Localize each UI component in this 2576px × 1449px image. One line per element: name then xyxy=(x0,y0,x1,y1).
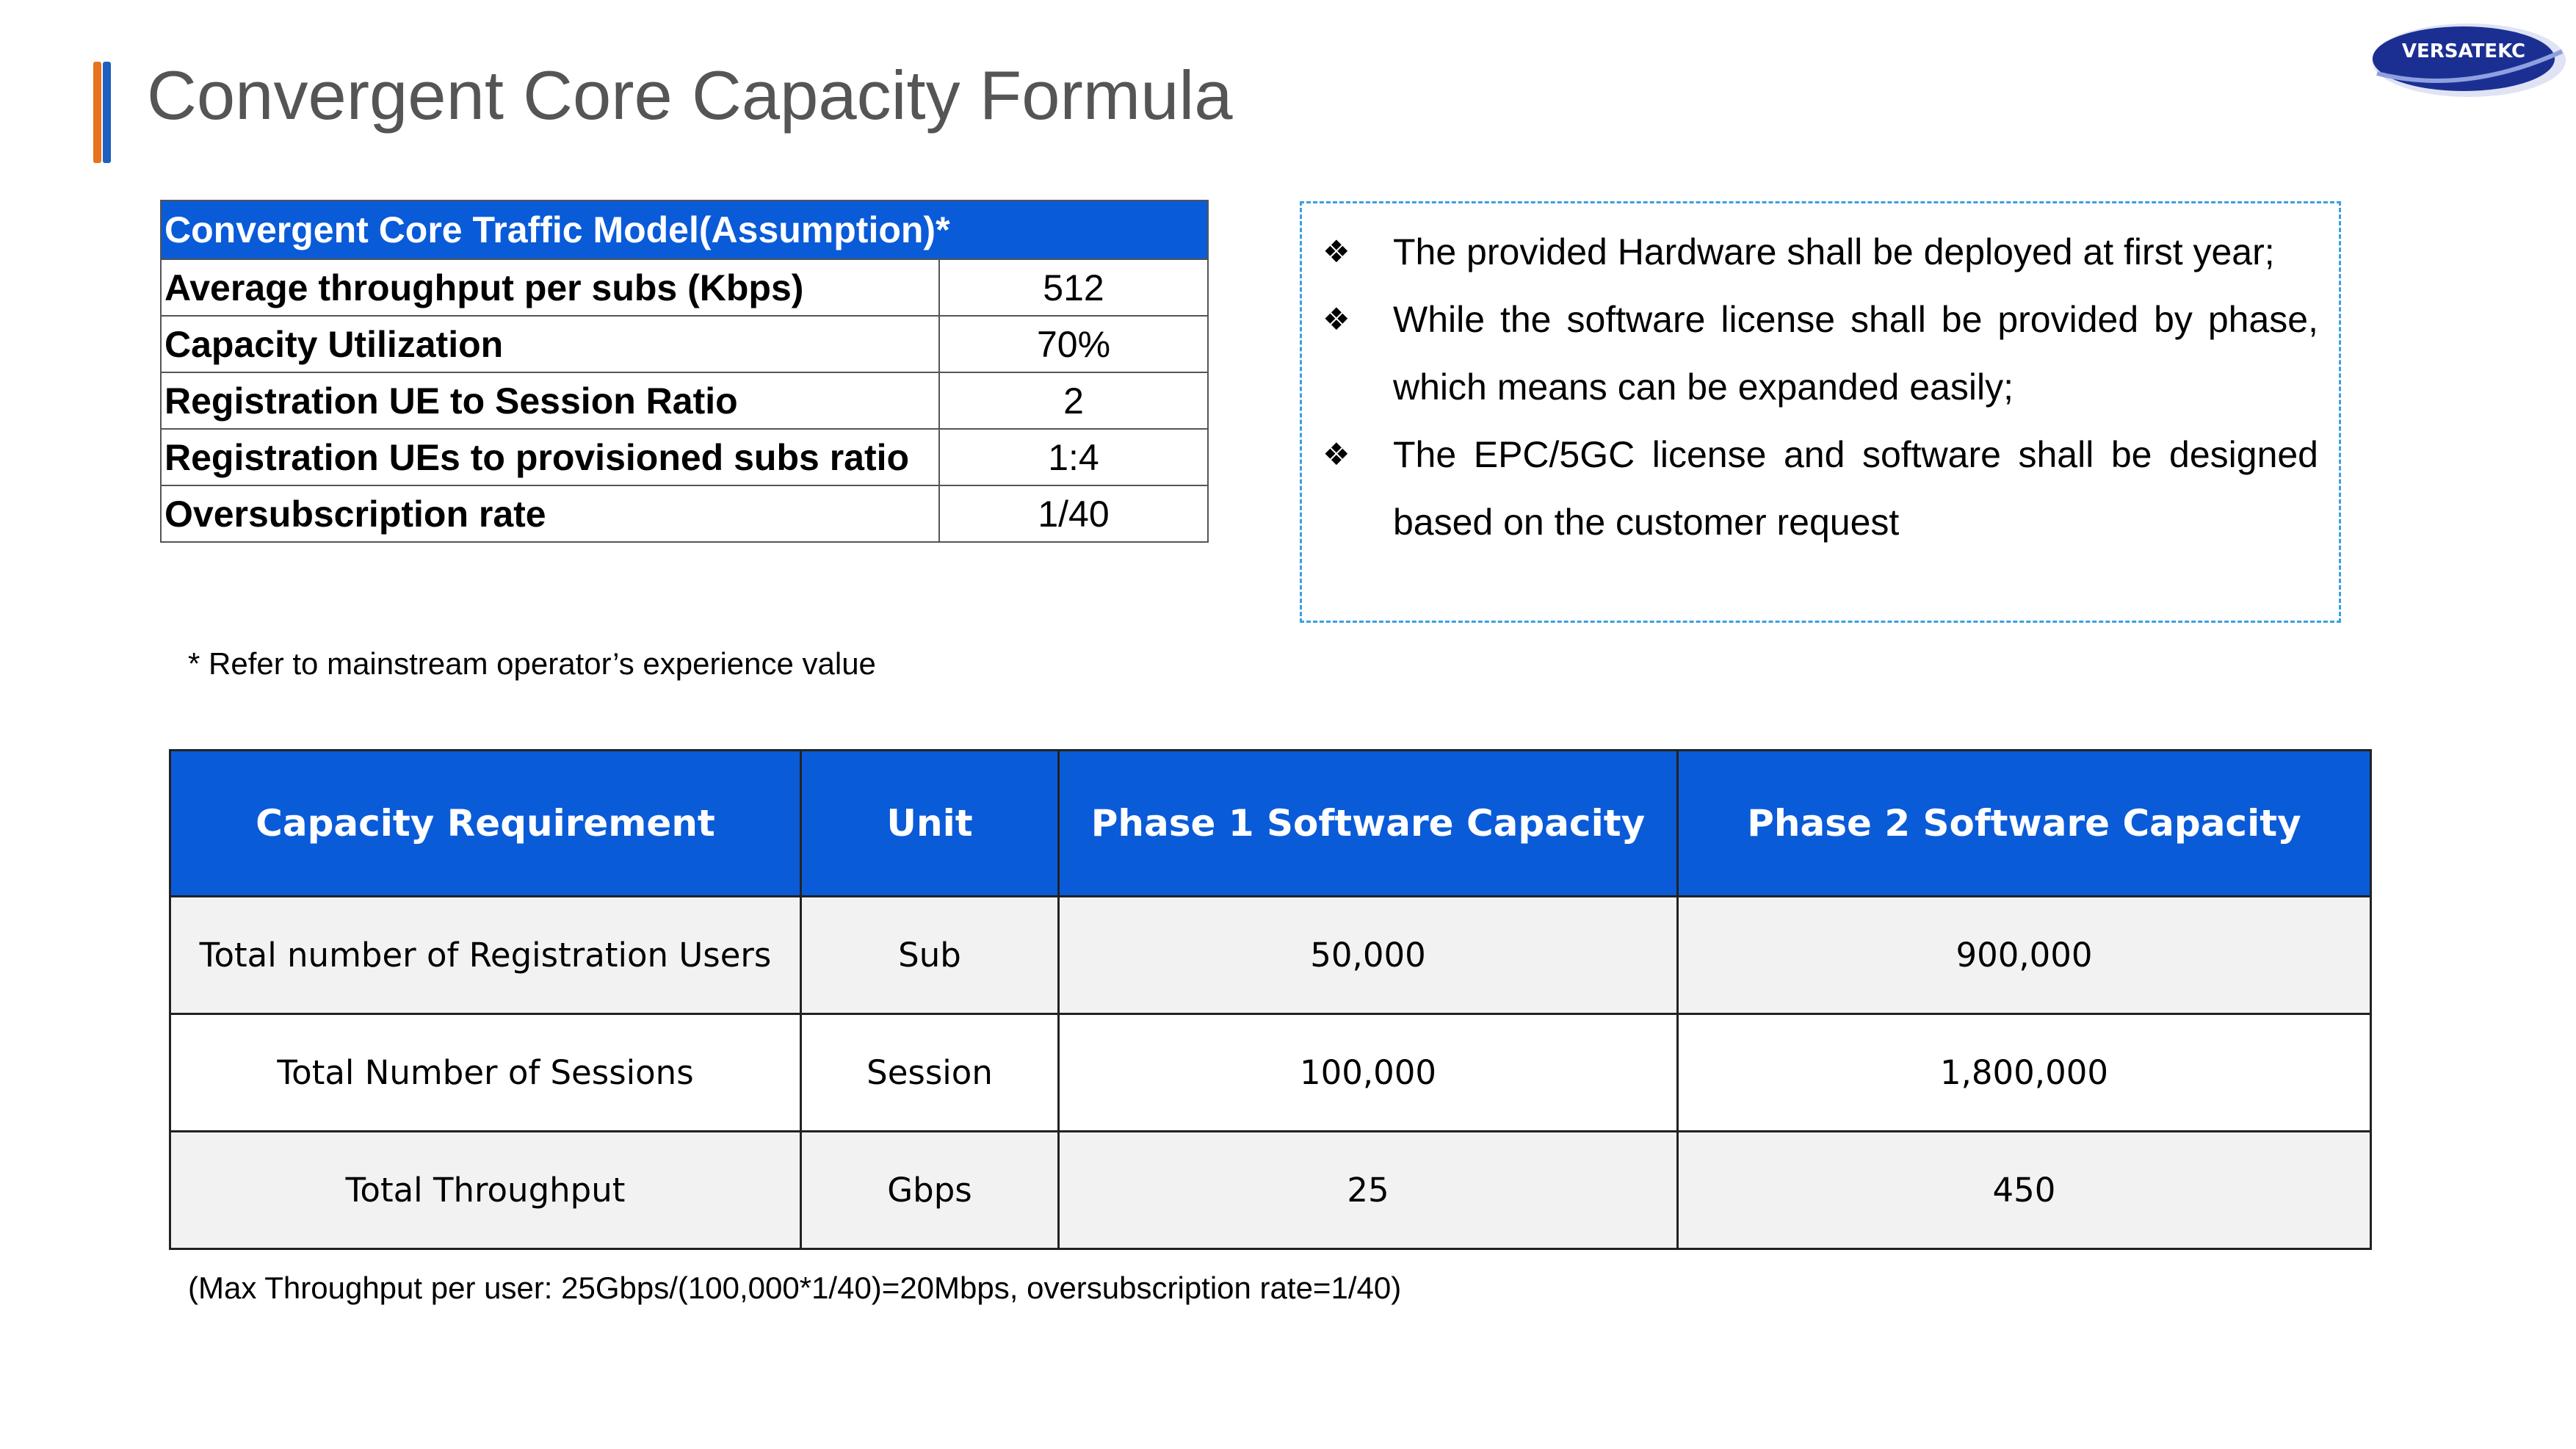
diamond-bullet-icon: ❖ xyxy=(1323,437,1350,471)
traffic-model-header-row xyxy=(161,200,1208,259)
traffic-model-label: Registration UE to Session Ratio xyxy=(161,372,939,429)
versatekc-logo xyxy=(2370,22,2568,99)
traffic-model-footnote: * Refer to mainstream operator’s experience value xyxy=(188,646,876,681)
table-row xyxy=(170,1014,2371,1132)
table-cell: 100,000 xyxy=(1059,1014,1678,1132)
page-title: Convergent Core Capacity Formula xyxy=(147,57,1233,134)
column-header: Phase 1 Software Capacity xyxy=(1059,751,1678,897)
note-text: The provided Hardware shall be deployed at first year; xyxy=(1393,231,2275,272)
note-text: While the software license shall be provided by phase, which means can be expanded easily; xyxy=(1393,299,2318,408)
traffic-model-label: Average throughput per subs (Kbps) xyxy=(161,259,939,316)
table-row xyxy=(161,372,1208,429)
table-cell: 50,000 xyxy=(1059,897,1678,1014)
capacity-header-row xyxy=(170,751,2371,897)
table-row xyxy=(161,316,1208,372)
note-item xyxy=(1323,218,2318,286)
table-cell: 1,800,000 xyxy=(1678,1014,2371,1132)
traffic-model-value: 1:4 xyxy=(939,429,1208,485)
capacity-footnote: (Max Throughput per user: 25Gbps/(100,000*1/40)=20Mbps, oversubscription rate=1/40) xyxy=(188,1271,1402,1305)
table-cell: Session xyxy=(801,1014,1059,1132)
title-accent-bar-blue xyxy=(103,62,111,163)
traffic-model-value: 512 xyxy=(939,259,1208,316)
column-header: Phase 2 Software Capacity xyxy=(1678,751,2371,897)
traffic-model-heading: Convergent Core Traffic Model(Assumption)* xyxy=(161,200,1208,259)
table-cell: Total number of Registration Users xyxy=(170,897,801,1014)
diamond-bullet-icon: ❖ xyxy=(1323,234,1350,269)
traffic-model-value: 70% xyxy=(939,316,1208,372)
column-header: Unit xyxy=(801,751,1059,897)
notes-box xyxy=(1300,201,2341,623)
table-row xyxy=(161,485,1208,542)
traffic-model-label: Capacity Utilization xyxy=(161,316,939,372)
table-cell: Total Number of Sessions xyxy=(170,1014,801,1132)
table-cell: 450 xyxy=(1678,1132,2371,1249)
table-cell: 25 xyxy=(1059,1132,1678,1249)
note-text: The EPC/5GC license and software shall be designed based on the customer request xyxy=(1393,434,2318,543)
note-item xyxy=(1323,421,2318,556)
table-cell: Sub xyxy=(801,897,1059,1014)
traffic-model-table xyxy=(160,200,1209,543)
table-cell: Total Throughput xyxy=(170,1132,801,1249)
traffic-model-value: 2 xyxy=(939,372,1208,429)
table-cell: 900,000 xyxy=(1678,897,2371,1014)
diamond-bullet-icon: ❖ xyxy=(1323,302,1350,336)
logo-text: VERSATEKC xyxy=(2401,40,2526,62)
capacity-table xyxy=(169,749,2372,1250)
column-header: Capacity Requirement xyxy=(170,751,801,897)
table-cell: Gbps xyxy=(801,1132,1059,1249)
table-row xyxy=(170,1132,2371,1249)
traffic-model-value: 1/40 xyxy=(939,485,1208,542)
traffic-model-label: Registration UEs to provisioned subs ratio xyxy=(161,429,939,485)
table-row xyxy=(161,429,1208,485)
table-row xyxy=(161,259,1208,316)
table-row xyxy=(170,897,2371,1014)
traffic-model-label: Oversubscription rate xyxy=(161,485,939,542)
note-item xyxy=(1323,286,2318,421)
title-accent-bar-orange xyxy=(93,62,101,163)
